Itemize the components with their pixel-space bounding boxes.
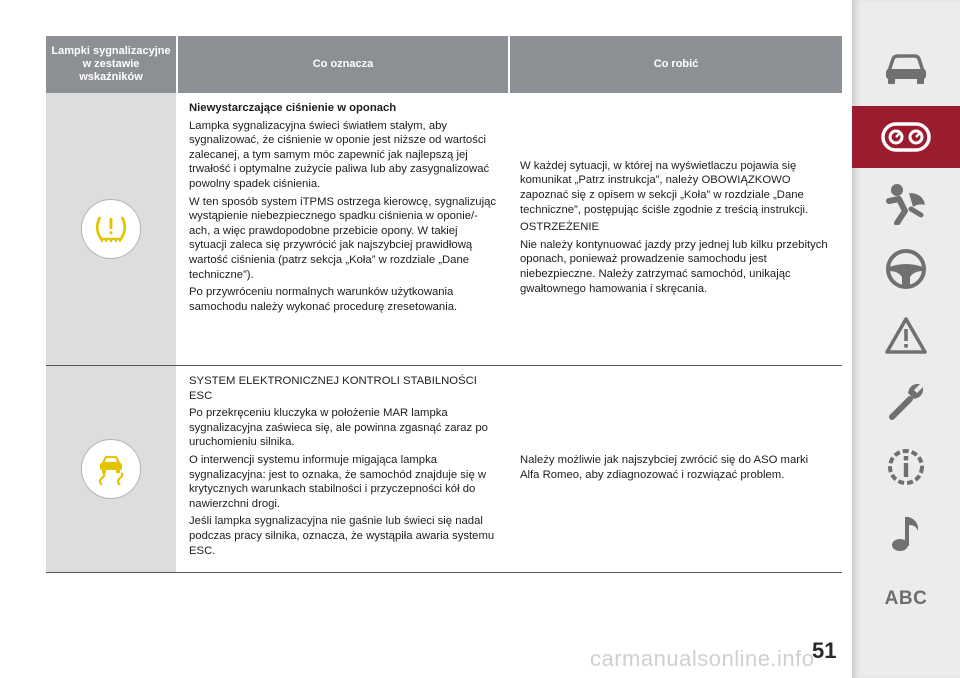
meaning-title: Niewystarczające ciśnienie w oponach	[189, 102, 397, 114]
nav-maintenance[interactable]	[852, 370, 960, 432]
header-warning-lights: Lampki sygnalizacyjne w zestawie wskaźników	[46, 36, 176, 93]
page-number: 51	[812, 638, 837, 663]
dashboard-gauges-icon	[881, 122, 931, 152]
chapter-sidebar	[852, 0, 960, 678]
index-abc-icon: ABC	[884, 588, 928, 609]
meaning-paragraph: Po przekręceniu kluczyka w położenie MAR lampka sygnalizacyjna zaświeca się, ale powinna zgasnąć zaraz po uruchomieniu silnika.	[189, 407, 488, 449]
header-action: Co robić	[510, 36, 842, 93]
tire-pressure-warning-icon	[81, 199, 141, 259]
table-row	[46, 93, 842, 366]
technical-data-icon	[884, 445, 928, 489]
action-cell	[508, 93, 842, 365]
car-icon	[883, 51, 929, 87]
action-paragraph: Należy możliwie jak najszybciej zwrócić się do ASO marki Alfa Romeo, aby zdiagnozować i rozwiązać problem.	[520, 453, 809, 481]
action-cell	[508, 366, 842, 572]
wrench-icon	[884, 379, 928, 423]
meaning-paragraph: O interwencji systemu informuje migająca lampka sygnalizacyjna: jest to oznaka, że samochód znajduje się w krytycznych warunkach stabilności i przyczepności kół do nawierzchni drogi.	[189, 453, 487, 510]
nav-technical-data[interactable]	[852, 436, 960, 498]
esc-skid-car-icon	[81, 439, 141, 499]
meaning-paragraph: W ten sposób system iTPMS ostrzega kierowcę, sygnalizując wystąpienie niebezpiecznego spadku ciśnienia w oponie/-ach, a więc prawdopodobne przebicie opony. W takiej sytuacji zaleca się przywrócić jak najszybciej prawidłową wartość ciśnienia (patrz sekcja „Koła” w rozdziale „Dane techniczne”).	[189, 195, 497, 281]
header-meaning: Co oznacza	[178, 36, 508, 93]
meaning-paragraph: Po przywróceniu normalnych warunków użytkowania samochodu należy wykonać procedurę zresetowania.	[189, 286, 458, 313]
nav-index[interactable]	[852, 568, 960, 630]
meaning-cell	[176, 93, 508, 365]
action-paragraph: W każdej sytuacji, w której na wyświetlaczu pojawia się komunikat „Patrz instrukcja”, należy OBOWIĄZKOWO zapoznać się z opisem w sekcji „Koła” w rozdziale „Dane techniczne”, postępując ściśle zgodnie z treścią instrukcji.	[520, 159, 809, 216]
lamp-cell	[46, 366, 176, 572]
nav-safety[interactable]	[852, 172, 960, 234]
meaning-paragraph: Jeśli lampka sygnalizacyjna nie gaśnie lub świeci się nadal podczas pracy silnika, oznacza, że wystąpiła awaria systemu ESC.	[189, 515, 495, 557]
nav-car[interactable]	[852, 38, 960, 100]
music-note-icon	[886, 511, 926, 555]
meaning-cell	[176, 366, 508, 572]
meaning-title: SYSTEM ELEKTRONICZNEJ KONTROLI STABILNOŚCI ESC	[189, 375, 477, 402]
nav-dashboard[interactable]	[852, 106, 960, 168]
steering-wheel-icon	[884, 247, 928, 291]
table-header	[46, 36, 842, 93]
nav-emergency[interactable]	[852, 304, 960, 366]
nav-multimedia[interactable]	[852, 502, 960, 564]
warning-triangle-icon	[884, 315, 928, 355]
seat-passenger-icon	[883, 181, 929, 225]
warning-heading: OSTRZEŻENIE	[520, 221, 600, 234]
meaning-paragraph: Lampka sygnalizacyjna świeci światłem stałym, aby sygnalizować, że ciśnienie w oponie jest niższe od wartości zalecanej, a tym samym móc zapewnić jak najlepszą jej trwałość i optymalne zużycie paliwa lub aby zasygnalizować powolny spadek ciśnienia.	[189, 119, 490, 190]
watermark: carmanualsonline.info	[590, 646, 815, 671]
nav-start-drive[interactable]	[852, 238, 960, 300]
table-row	[46, 366, 842, 573]
action-paragraph: Nie należy kontynuować jazdy przy jednej lub kilku przebitych oponach, ponieważ prowadzenie samochodu jest niebezpieczne. Należy zatrzymać samochód, unikając gwałtownego hamowania i skręcania.	[520, 238, 828, 295]
warning-lights-table	[46, 36, 842, 573]
lamp-cell	[46, 93, 176, 365]
